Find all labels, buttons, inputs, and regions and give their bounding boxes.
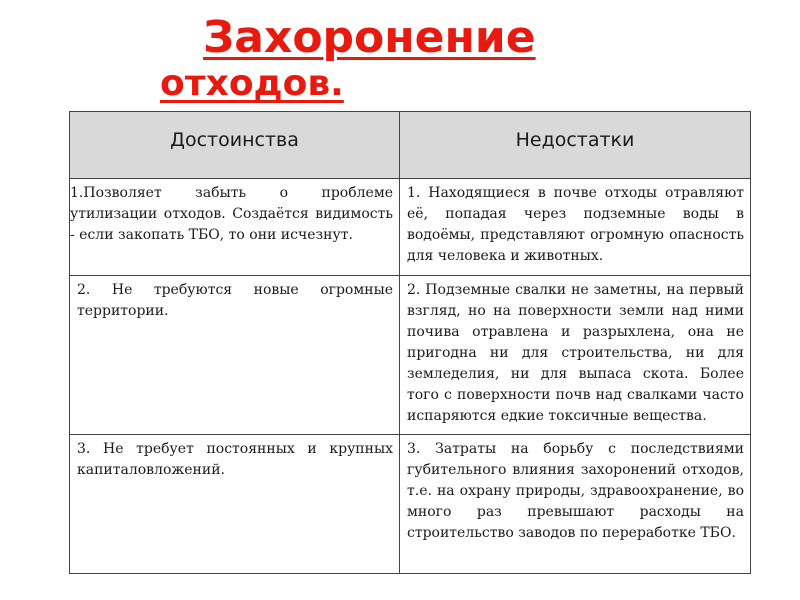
title-line-2: отходов. (160, 63, 344, 104)
table-header-row (70, 112, 751, 179)
advantage-cell: 2. Не требуются новые огромные территории. (70, 276, 400, 435)
header-disadvantages: Недостатки (400, 112, 751, 179)
disadvantage-cell: 2. Подземные свалки не заметны, на первый взгляд, но на поверхности земли над ними почива отравлена и разрыхлена, она не пригодна ни для строительства, ни для земледелия, ни для выпаса скота. Более того с поверхности почв над свалками часто испаряются едкие токсичные вещества. (400, 276, 751, 435)
table-row (70, 276, 751, 435)
header-advantages: Достоинства (70, 112, 400, 179)
title-line-1: Захоронение (203, 12, 536, 63)
disadvantage-cell: 3. Затраты на борьбу с последствиями губительного влияния захоронений отходов, т.е. на охрану природы, здравоохранение, во много раз превышают расходы на строительство заводов по переработке ТБО. (400, 435, 751, 574)
advantage-cell: 3. Не требует постоянных и крупных капиталовложений. (70, 435, 400, 574)
table-row (70, 435, 751, 574)
advantage-cell: 1.Позволяет забыть о проблеме утилизации отходов. Создаётся видимость - если закопать ТБО, то они исчезнут. (70, 179, 400, 276)
table-row (70, 179, 751, 276)
disadvantage-cell: 1. Находящиеся в почве отходы отравляют её, попадая через подземные воды в водоёмы, представляют огромную опасность для человека и животных. (400, 179, 751, 276)
comparison-table (69, 111, 751, 574)
